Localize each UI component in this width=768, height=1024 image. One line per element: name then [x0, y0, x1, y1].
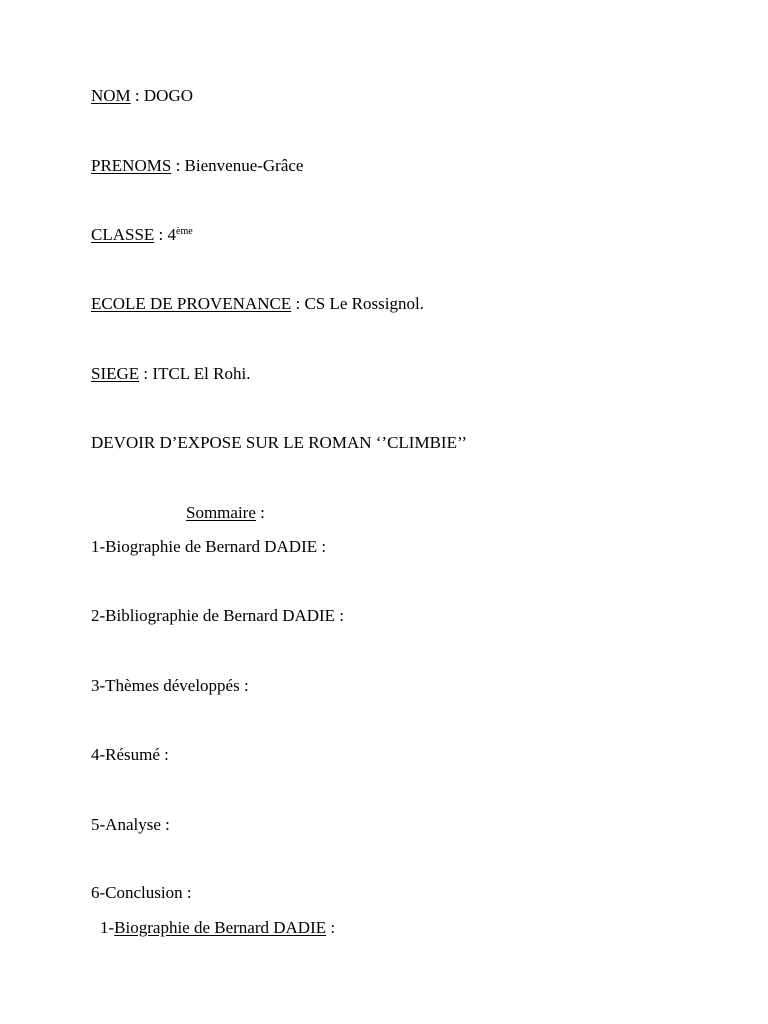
sommaire-heading	[186, 503, 265, 523]
classe-line	[91, 225, 193, 245]
sommaire-item: 1-Biographie de Bernard DADIE :	[91, 537, 327, 556]
nom-separator: :	[130, 86, 144, 105]
ecole-line	[91, 294, 424, 314]
sommaire-separator: :	[255, 503, 265, 522]
prenoms-value: Bienvenue-Grâce	[184, 156, 304, 175]
siege-line	[91, 364, 250, 384]
classe-superscript: ème	[176, 226, 193, 237]
classe-label: CLASSE	[91, 225, 155, 244]
sommaire-item: 2-Bibliographie de Bernard DADIE :	[91, 606, 345, 625]
ecole-value: CS Le Rossignol.	[304, 294, 424, 313]
classe-value: 4	[167, 225, 177, 244]
prenoms-separator: :	[171, 156, 185, 175]
sommaire-item: 4-Résumé :	[91, 745, 169, 764]
section-1-heading	[100, 918, 335, 938]
classe-separator: :	[154, 225, 168, 244]
document-title: DEVOIR D’EXPOSE SUR LE ROMAN ‘’CLIMBIE’’	[91, 433, 468, 452]
sommaire-item: 5-Analyse :	[91, 815, 170, 834]
nom-label: NOM	[91, 86, 131, 105]
section-1-number: 1-	[100, 918, 115, 937]
sommaire-label: Sommaire	[186, 503, 256, 522]
ecole-separator: :	[291, 294, 305, 313]
section-1-title: Biographie de Bernard DADIE	[114, 918, 327, 937]
nom-value: DOGO	[143, 86, 194, 105]
sommaire-item: 6-Conclusion :	[91, 883, 192, 902]
siege-value: ITCL El Rohi.	[152, 364, 251, 383]
ecole-label: ECOLE DE PROVENANCE	[91, 294, 292, 313]
nom-line	[91, 86, 193, 106]
siege-label: SIEGE	[91, 364, 140, 383]
prenoms-line	[91, 156, 303, 176]
section-1-separator: :	[326, 918, 336, 937]
siege-separator: :	[139, 364, 153, 383]
sommaire-item: 3-Thèmes développés :	[91, 676, 249, 695]
prenoms-label: PRENOMS	[91, 156, 172, 175]
